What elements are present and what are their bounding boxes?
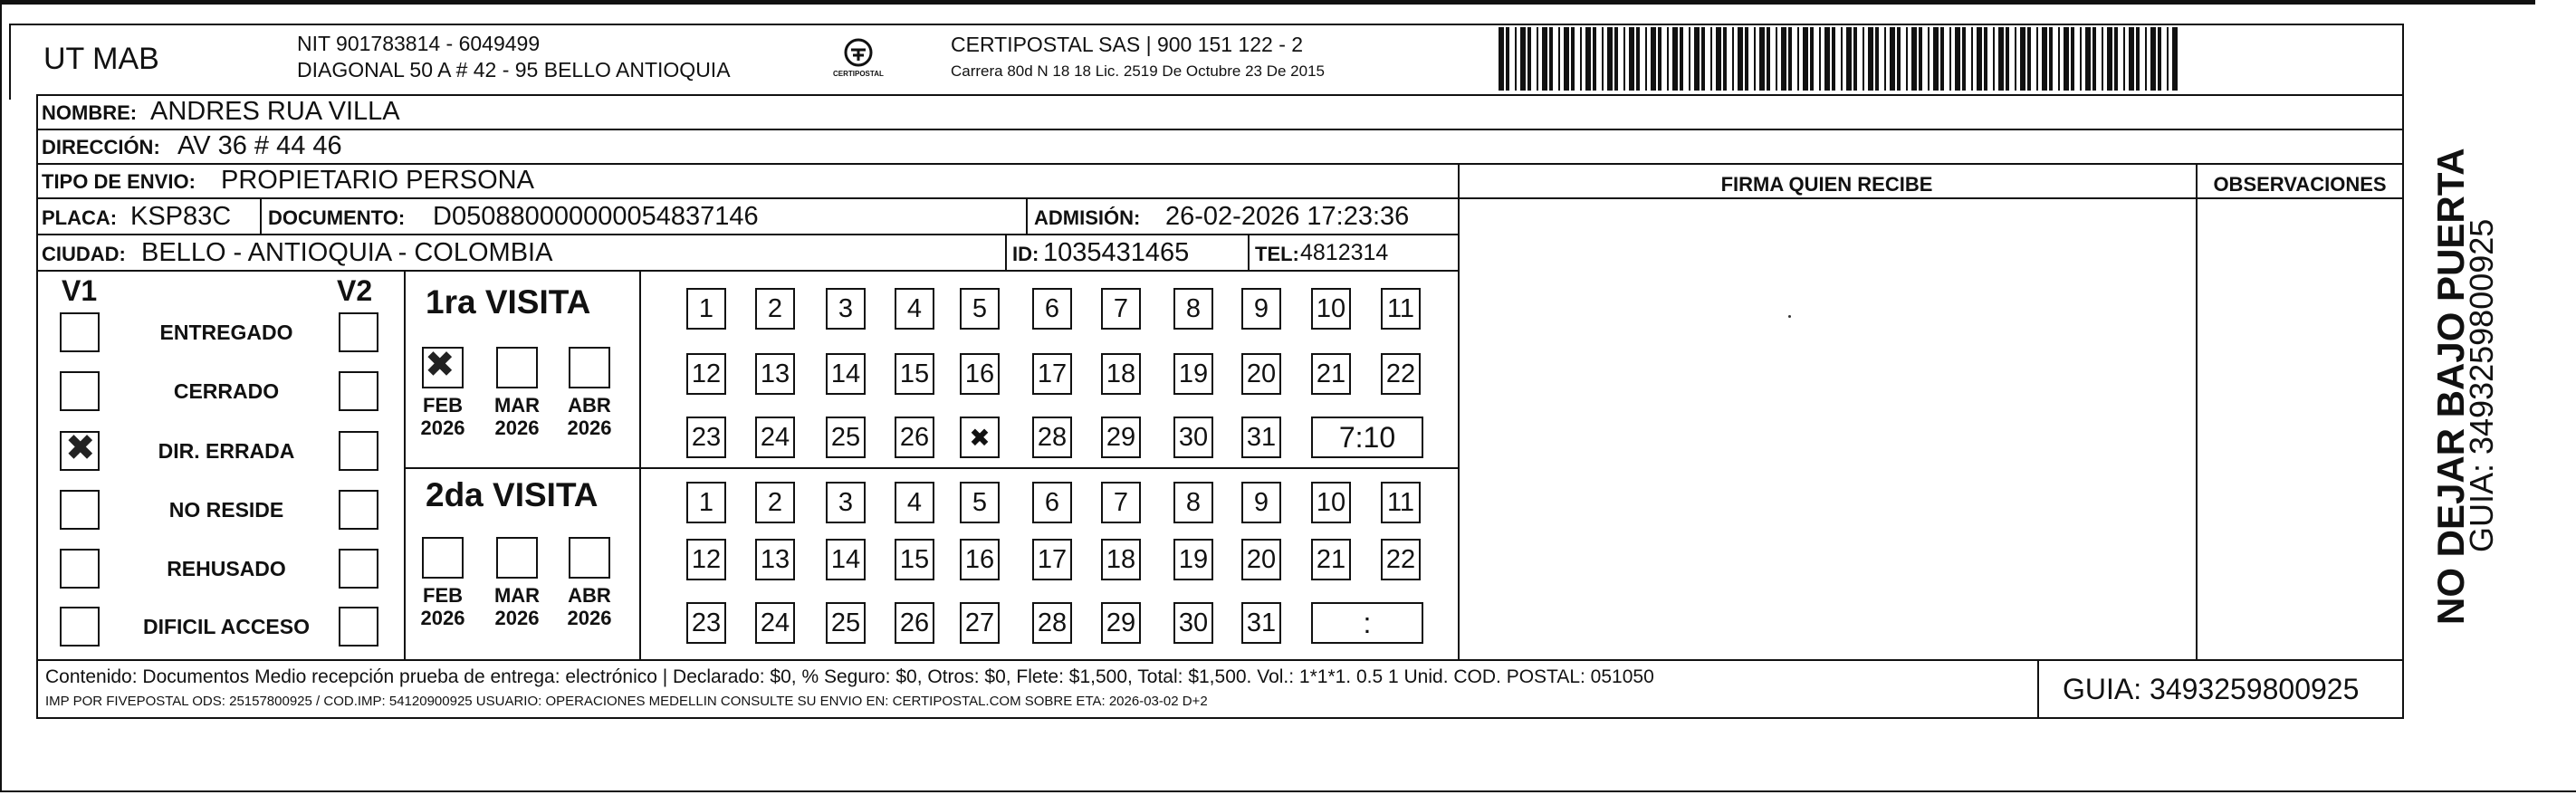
tipo-envio-value: PROPIETARIO PERSONA xyxy=(221,166,534,195)
month-name: FEB xyxy=(423,394,463,417)
month-year: 2026 xyxy=(494,417,540,440)
time-box[interactable]: : xyxy=(1311,602,1423,644)
status-label: ENTREGADO xyxy=(159,321,293,344)
month-checkbox[interactable] xyxy=(569,347,610,388)
tel-divider xyxy=(1248,234,1250,270)
day-box[interactable]: 25 xyxy=(826,417,866,458)
month-label xyxy=(407,584,479,630)
day-box[interactable]: 28 xyxy=(1032,602,1072,644)
first-visit-title: 1ra VISITA xyxy=(426,283,591,321)
day-box[interactable]: 5 xyxy=(960,288,1000,330)
visit-divider xyxy=(404,467,1458,469)
second-visit-title: 2da VISITA xyxy=(426,476,599,513)
placa-value: KSP83C xyxy=(130,202,232,231)
observaciones-header: OBSERVACIONES xyxy=(2213,173,2387,196)
day-box[interactable]: 9 xyxy=(1241,288,1281,330)
direccion-label: DIRECCIÓN: xyxy=(42,136,160,158)
day-box[interactable]: 18 xyxy=(1101,539,1141,580)
v2-checkbox[interactable] xyxy=(339,490,378,530)
month-check-mark-icon: ✖ xyxy=(425,344,455,386)
month-label xyxy=(481,394,553,440)
day-box[interactable]: 17 xyxy=(1032,539,1072,580)
status-label: DIR. ERRADA xyxy=(158,439,295,463)
tel-value: 4812314 xyxy=(1300,240,1389,265)
v1-checkbox[interactable] xyxy=(60,607,100,647)
day-box[interactable]: 7 xyxy=(1101,482,1141,523)
day-box[interactable]: 5 xyxy=(960,482,1000,523)
day-box[interactable]: 28 xyxy=(1032,417,1072,458)
footer-line xyxy=(36,659,2404,661)
carrier-name: CERTIPOSTAL SAS | 900 151 122 - 2 xyxy=(951,33,1304,56)
admision-divider xyxy=(1026,197,1028,234)
month-name: MAR xyxy=(493,584,541,607)
placa-label: PLACA: xyxy=(42,206,118,229)
day-box[interactable]: 29 xyxy=(1101,602,1141,644)
bottom-border xyxy=(0,790,2576,792)
day-box[interactable]: 18 xyxy=(1101,353,1141,395)
day-box[interactable]: 3 xyxy=(826,288,866,330)
day-box[interactable]: 17 xyxy=(1032,353,1072,395)
row-line-2 xyxy=(36,163,2404,165)
month-year: 2026 xyxy=(567,417,612,440)
documento-value: D050880000000054837146 xyxy=(433,202,759,231)
status-divider xyxy=(404,270,406,659)
footer-imp: IMP POR FIVEPOSTAL ODS: 25157800925 / COD.IMP: 54120900925 USUARIO: OPERACIONES MEDELLIN CONSULTE SU ENVIO EN: CERTIPOSTAL.COM SOBRE ETA: 2026-03-02 D+2 xyxy=(45,694,1208,709)
day-box[interactable]: 10 xyxy=(1311,288,1351,330)
month-name: FEB xyxy=(423,584,463,607)
top-border xyxy=(0,0,2535,5)
day-box[interactable]: 1 xyxy=(686,482,726,523)
day-box[interactable]: 6 xyxy=(1032,482,1072,523)
day-box[interactable]: 2 xyxy=(755,288,795,330)
day-box[interactable]: 21 xyxy=(1311,539,1351,580)
v2-checkbox[interactable] xyxy=(339,371,378,411)
month-checkbox[interactable] xyxy=(496,347,538,388)
day-box[interactable]: 23 xyxy=(686,417,726,458)
ciudad-value: BELLO - ANTIOQUIA - COLOMBIA xyxy=(141,238,553,267)
day-box[interactable]: 25 xyxy=(826,602,866,644)
tipo-envio-label: TIPO DE ENVIO: xyxy=(42,170,196,193)
day-box[interactable] xyxy=(960,417,1000,458)
status-label: CERRADO xyxy=(173,379,280,403)
day-box[interactable]: 23 xyxy=(686,602,726,644)
v2-checkbox[interactable] xyxy=(339,607,378,647)
day-box[interactable]: 11 xyxy=(1381,482,1421,523)
documento-label: DOCUMENTO: xyxy=(268,206,406,229)
day-box[interactable]: 3 xyxy=(826,482,866,523)
month-year: 2026 xyxy=(420,417,465,440)
day-box[interactable]: 22 xyxy=(1381,539,1421,580)
footer-guia: GUIA: 3493259800925 xyxy=(2063,673,2360,705)
month-year: 2026 xyxy=(494,607,540,630)
status-label: REHUSADO xyxy=(167,557,286,580)
row-line-4 xyxy=(36,234,1458,235)
certipostal-logo xyxy=(831,31,886,85)
v2-header: V2 xyxy=(337,274,373,307)
day-box[interactable]: 24 xyxy=(755,602,795,644)
day-box[interactable]: 14 xyxy=(826,353,866,395)
admision-label: ADMISIÓN: xyxy=(1034,206,1141,229)
day-check-mark-icon: ✖ xyxy=(969,422,991,453)
day-box[interactable]: 24 xyxy=(755,417,795,458)
firma-header: FIRMA QUIEN RECIBE xyxy=(1720,173,1933,196)
day-box[interactable]: 16 xyxy=(960,539,1000,580)
month-name: ABR xyxy=(568,394,611,417)
company-nit: NIT 901783814 - 6049499 xyxy=(297,32,541,55)
day-box[interactable]: 31 xyxy=(1241,602,1281,644)
logo-text: CERTIPOSTAL xyxy=(833,70,884,78)
barcode xyxy=(1499,27,2178,91)
day-box[interactable]: 20 xyxy=(1241,539,1281,580)
placa-divider xyxy=(260,197,262,234)
day-box[interactable]: 29 xyxy=(1101,417,1141,458)
ciudad-label: CIUDAD: xyxy=(42,243,126,265)
month-label xyxy=(481,584,553,630)
day-box[interactable]: 12 xyxy=(686,539,726,580)
month-label xyxy=(553,394,626,440)
day-box[interactable]: 19 xyxy=(1173,353,1213,395)
admision-value: 26-02-2026 17:23:36 xyxy=(1165,202,1410,231)
side-warning: NO DEJAR BAJO PUERTA xyxy=(2429,148,2472,625)
day-box[interactable]: 6 xyxy=(1032,288,1072,330)
footer-contenido: Contenido: Documentos Medio recepción prueba de entrega: electrónico | Declarado: $0, % Seguro: $0, Otros: $0, Flete: $1,500, Total: $1,500. Vol.: 1*1*1. 0.5 1 Unid. COD. POSTAL: 051050 xyxy=(45,666,1654,687)
side-guia: GUIA: 3493259800925 xyxy=(2463,218,2500,552)
day-box[interactable]: 13 xyxy=(755,539,795,580)
day-box[interactable]: 16 xyxy=(960,353,1000,395)
day-box[interactable]: 4 xyxy=(895,482,934,523)
day-box[interactable]: 8 xyxy=(1173,482,1213,523)
day-box[interactable]: 30 xyxy=(1173,417,1213,458)
day-box[interactable]: 7 xyxy=(1101,288,1141,330)
day-box[interactable]: 4 xyxy=(895,288,934,330)
v1-checkbox[interactable] xyxy=(60,371,100,411)
day-box[interactable]: 26 xyxy=(895,602,934,644)
month-year: 2026 xyxy=(420,607,465,630)
company-address: DIAGONAL 50 A # 42 - 95 BELLO ANTIOQUIA xyxy=(297,58,731,81)
left-border xyxy=(0,0,2,792)
day-box[interactable]: 14 xyxy=(826,539,866,580)
v2-checkbox[interactable] xyxy=(339,549,378,589)
month-checkbox[interactable] xyxy=(569,537,610,579)
status-label: DIFICIL ACCESO xyxy=(142,615,310,638)
month-checkbox[interactable] xyxy=(496,537,538,579)
status-label: NO RESIDE xyxy=(168,498,284,522)
month-label xyxy=(407,394,479,440)
id-divider xyxy=(1005,234,1007,270)
id-value: 1035431465 xyxy=(1043,238,1190,267)
company-name: UT MAB xyxy=(43,42,159,76)
month-year: 2026 xyxy=(567,607,612,630)
nombre-value: ANDRES RUA VILLA xyxy=(150,97,400,126)
v2-checkbox[interactable] xyxy=(339,431,378,471)
row-line-5 xyxy=(36,270,1458,272)
day-box[interactable]: 22 xyxy=(1381,353,1421,395)
day-box[interactable]: 9 xyxy=(1241,482,1281,523)
day-box[interactable]: 8 xyxy=(1173,288,1213,330)
day-box[interactable]: 27 xyxy=(960,602,1000,644)
time-box[interactable]: 7:10 xyxy=(1311,417,1423,458)
day-box[interactable]: 13 xyxy=(755,353,795,395)
day-box[interactable]: 12 xyxy=(686,353,726,395)
day-box[interactable]: 26 xyxy=(895,417,934,458)
v1-checkbox[interactable] xyxy=(60,312,100,352)
month-name: ABR xyxy=(568,584,611,607)
check-mark-icon: ✖ xyxy=(65,427,96,469)
day-box[interactable]: 31 xyxy=(1241,417,1281,458)
carrier-license: Carrera 80d N 18 18 Lic. 2519 De Octubre 23 De 2015 xyxy=(951,62,1325,80)
day-box[interactable]: 15 xyxy=(895,353,934,395)
v1-checkbox[interactable] xyxy=(60,490,100,530)
day-box[interactable]: 2 xyxy=(755,482,795,523)
day-box[interactable]: 21 xyxy=(1311,353,1351,395)
month-label xyxy=(553,584,626,630)
row-line-3 xyxy=(36,197,2404,199)
day-box[interactable]: 20 xyxy=(1241,353,1281,395)
v1-checkbox[interactable] xyxy=(60,549,100,589)
v1-header: V1 xyxy=(62,274,98,307)
nombre-label: NOMBRE: xyxy=(42,101,138,124)
row-line-1 xyxy=(36,129,2404,130)
firma-divider xyxy=(1458,163,1460,659)
tel-label: TEL: xyxy=(1255,243,1299,265)
day-box[interactable]: 1 xyxy=(686,288,726,330)
v2-checkbox[interactable] xyxy=(339,312,378,352)
direccion-value: AV 36 # 44 46 xyxy=(177,131,342,160)
day-box[interactable]: 10 xyxy=(1311,482,1351,523)
guia-divider xyxy=(2037,659,2039,719)
month-name: MAR xyxy=(493,394,541,417)
day-box[interactable]: 19 xyxy=(1173,539,1213,580)
day-box[interactable]: 30 xyxy=(1173,602,1213,644)
day-box[interactable]: 11 xyxy=(1381,288,1421,330)
signature-dot xyxy=(1788,315,1791,318)
day-box[interactable]: 15 xyxy=(895,539,934,580)
id-label: ID: xyxy=(1012,243,1039,265)
calendar-divider xyxy=(639,270,641,659)
observaciones-divider xyxy=(2196,163,2198,659)
month-checkbox[interactable] xyxy=(422,537,464,579)
